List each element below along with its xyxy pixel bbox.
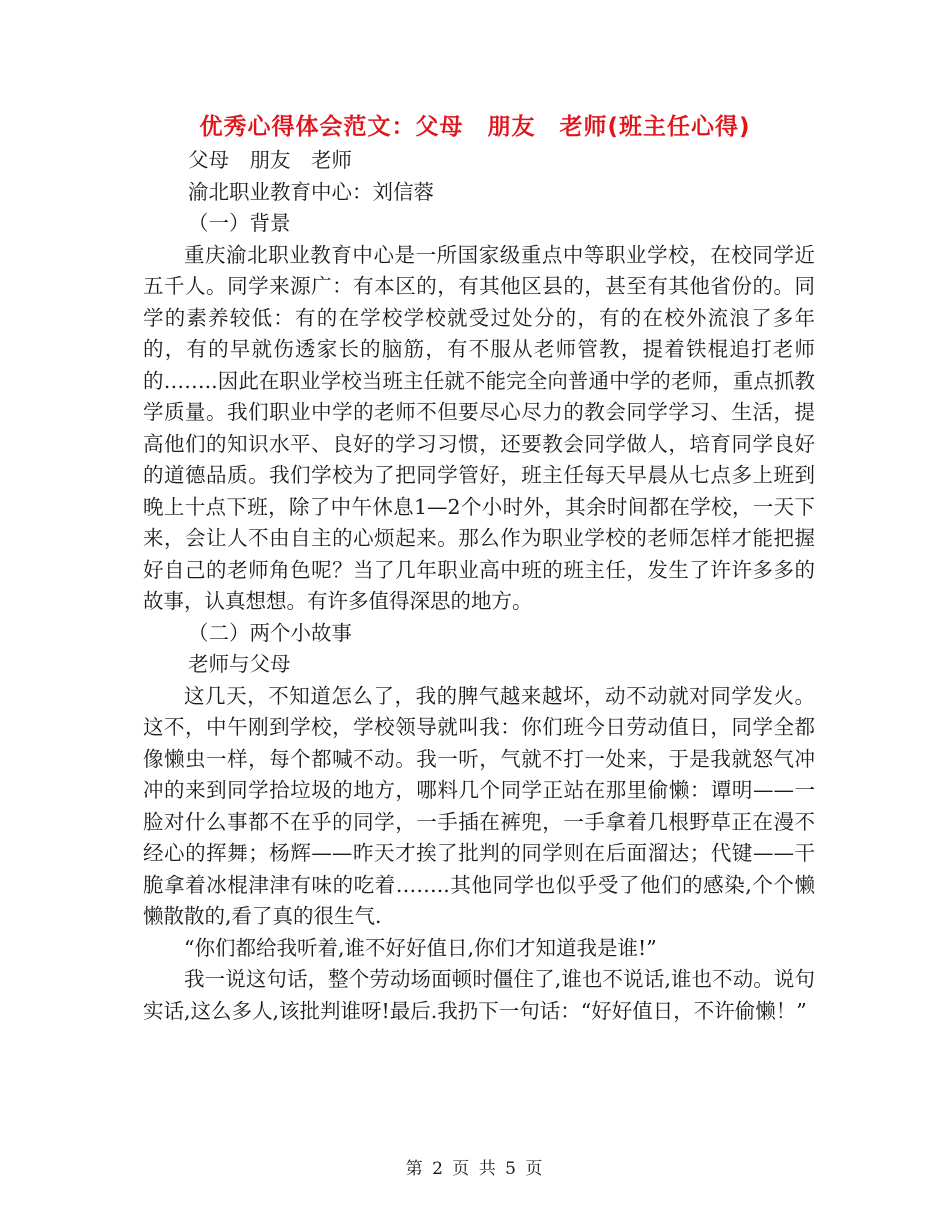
subtitle-line: 父母 朋友 老师 [188,148,352,172]
paragraph-background: 重庆渝北职业教育中心是一所国家级重点中等职业学校，在校同学近五千人。同学来源广：有本区的，有其他区县的，甚至有其他省份的。同学的素养较低：有的在学校学校就受过处分的，有的在校外流浪了多年的，有的早就伤透家长的脑筋，有不服从老师管教，提着铁棍追打老师的……..因此在职业学校当班主任就不能完全向普通中学的老师，重点抓教学质量。我们职业中学的老师不但要尽心尽力的教会同学学习、生活，提高他们的知识水平、良好的学习习惯，还要教会同学做人，培育同学良好的道德品质。我们学校为了把同学管好，班主任每天早晨从七点多上班到晚上十点下班，除了中午休息1—2个小时外，其余时间都在学校，一天下来，会让人不由自主的心烦起来。那么作为职业学校的老师怎样才能把握好自己的老师角色呢？当了几年职业高中班的班主任，发生了许许多多的故事，认真想想。有许多值得深思的地方。 [143,242,815,613]
section-heading-stories: （二）两个小故事 [188,620,352,645]
document-body [143,145,815,1027]
paragraph-aftermath: 我一说这句话，整个劳动场面顿时僵住了,谁也不说话,谁也不动。说句实话,这么多人,该批判谁呀!最后.我扔下一句话：“好好值日，不许偷懒！” [143,967,815,1023]
section-heading-background: （一）背景 [188,211,291,235]
paragraph-story: 这几天，不知道怎么了，我的脾气越来越坏，动不动就对同学发火。这不，中午刚到学校，学校领导就叫我：你们班今日劳动值日，同学全都像懒虫一样，每个都喊不动。我一听，气就不打一处来，于是我就怒气冲冲的来到同学拾垃圾的地方，哪料几个同学正站在那里偷懒：谭明——一脸对什么事都不在乎的同学，一手插在裤兜，一手拿着几根野草正在漫不经心的挥舞；杨辉——昨天才挨了批判的同学则在后面溜达；代键——干脆拿着冰棍津津有味的吃着……..其他同学也似乎受了他们的感染,个个懒懒散散的,看了真的很生气. [143,683,815,928]
document-title: 优秀心得体会范文：父母 朋友 老师(班主任心得) [199,114,751,140]
author-line: 渝北职业教育中心：刘信蓉 [188,179,434,204]
page-number-footer: 第 2 页 共 5 页 [405,1159,545,1179]
story-title: 老师与父母 [188,652,291,676]
paragraph-quote: “你们都给我听着,谁不好好值日,你们才知道我是谁!” [184,935,657,960]
